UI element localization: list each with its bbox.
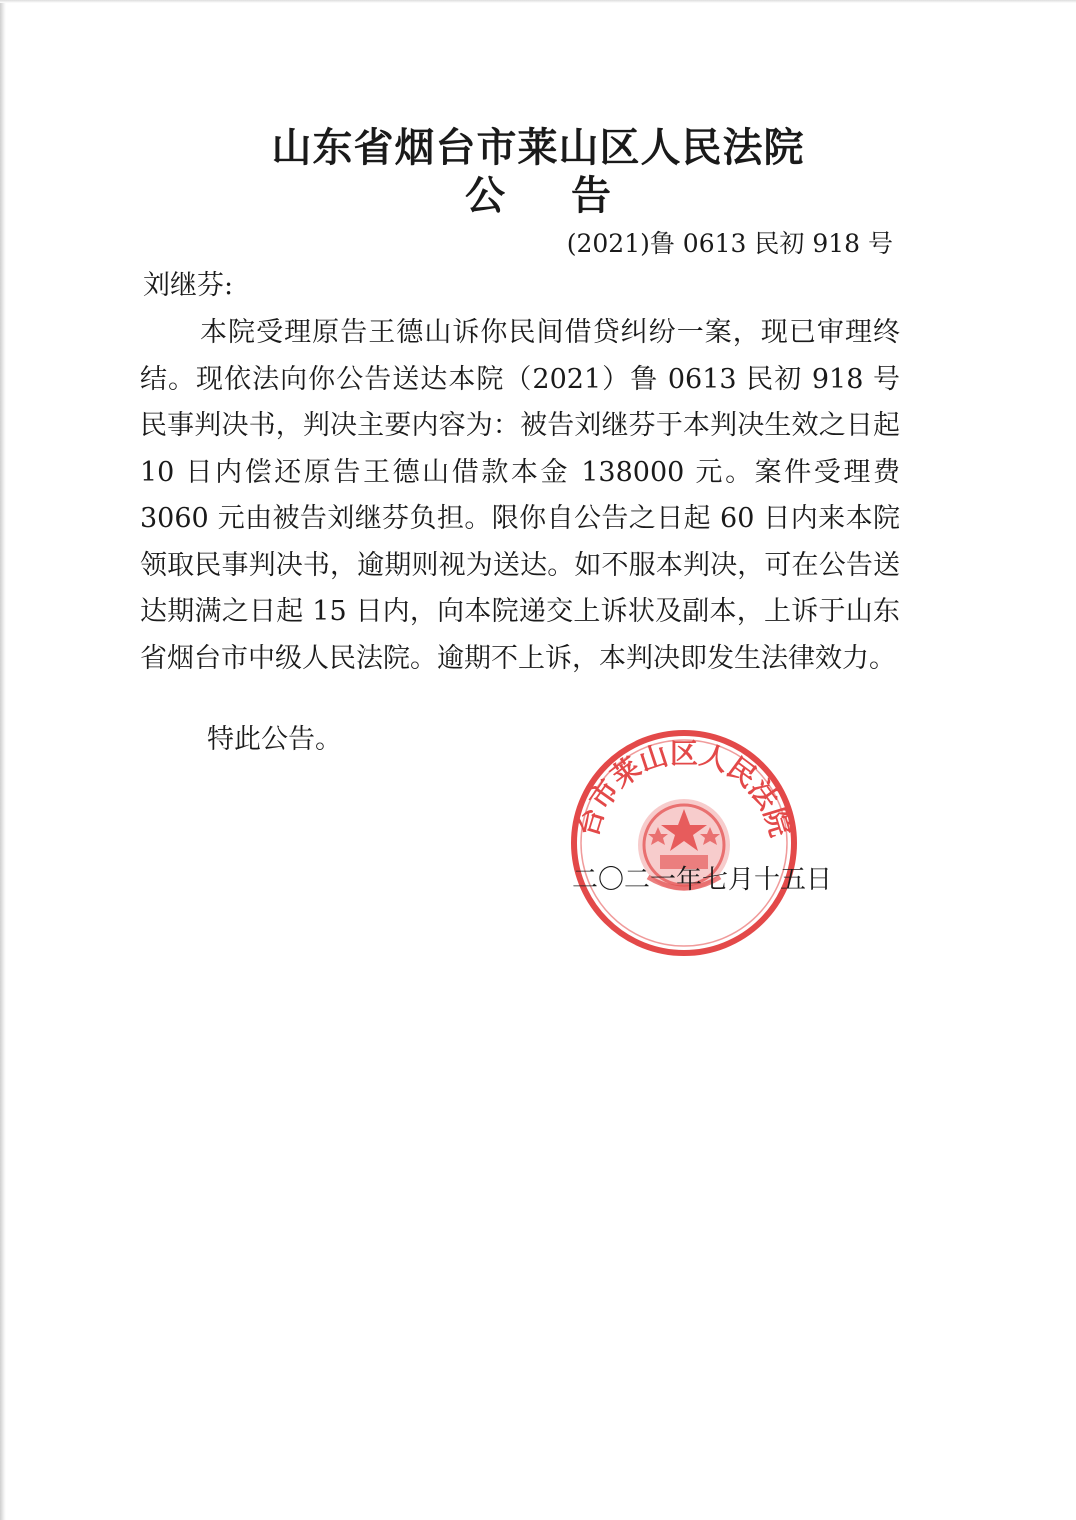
court-title: 山东省烟台市莱山区人民法院 bbox=[271, 124, 805, 171]
scan-edge-top bbox=[0, 0, 1076, 3]
closing-statement: 特此公告。 bbox=[207, 724, 342, 755]
addressee: 刘继芬: bbox=[143, 270, 234, 301]
scan-edge-left bbox=[0, 0, 6, 1520]
document-type-title: 公 告 bbox=[465, 172, 637, 219]
issue-date: 二〇二一年七月十五日 bbox=[572, 865, 833, 895]
court-seal-icon bbox=[568, 727, 800, 959]
seal-text: 台市莱山区人民法院 bbox=[570, 736, 798, 841]
case-number: (2021)鲁 0613 民初 918 号 bbox=[566, 229, 893, 258]
notice-body: 本院受理原告王德山诉你民间借贷纠纷一案，现已审理终结。现依法向你公告送达本院（2021）鲁 0613 民初 918 号民事判决书，判决主要内容为：被告刘继芬于本判决生效之日起 10 日内偿还原告王德山借款本金 138000 元。案件受理费 3060 元由被告刘继芬负担。限你自公告之日起 60 日内来本院领取民事判决书，逾期则视为送达。如不服本判决，可在公告送达期满之日起 15 日内，向本院递交上诉状及副本，上诉于山东省烟台市中级人民法院。逾期不上诉，本判决即发生法律效力。 bbox=[140, 317, 900, 674]
